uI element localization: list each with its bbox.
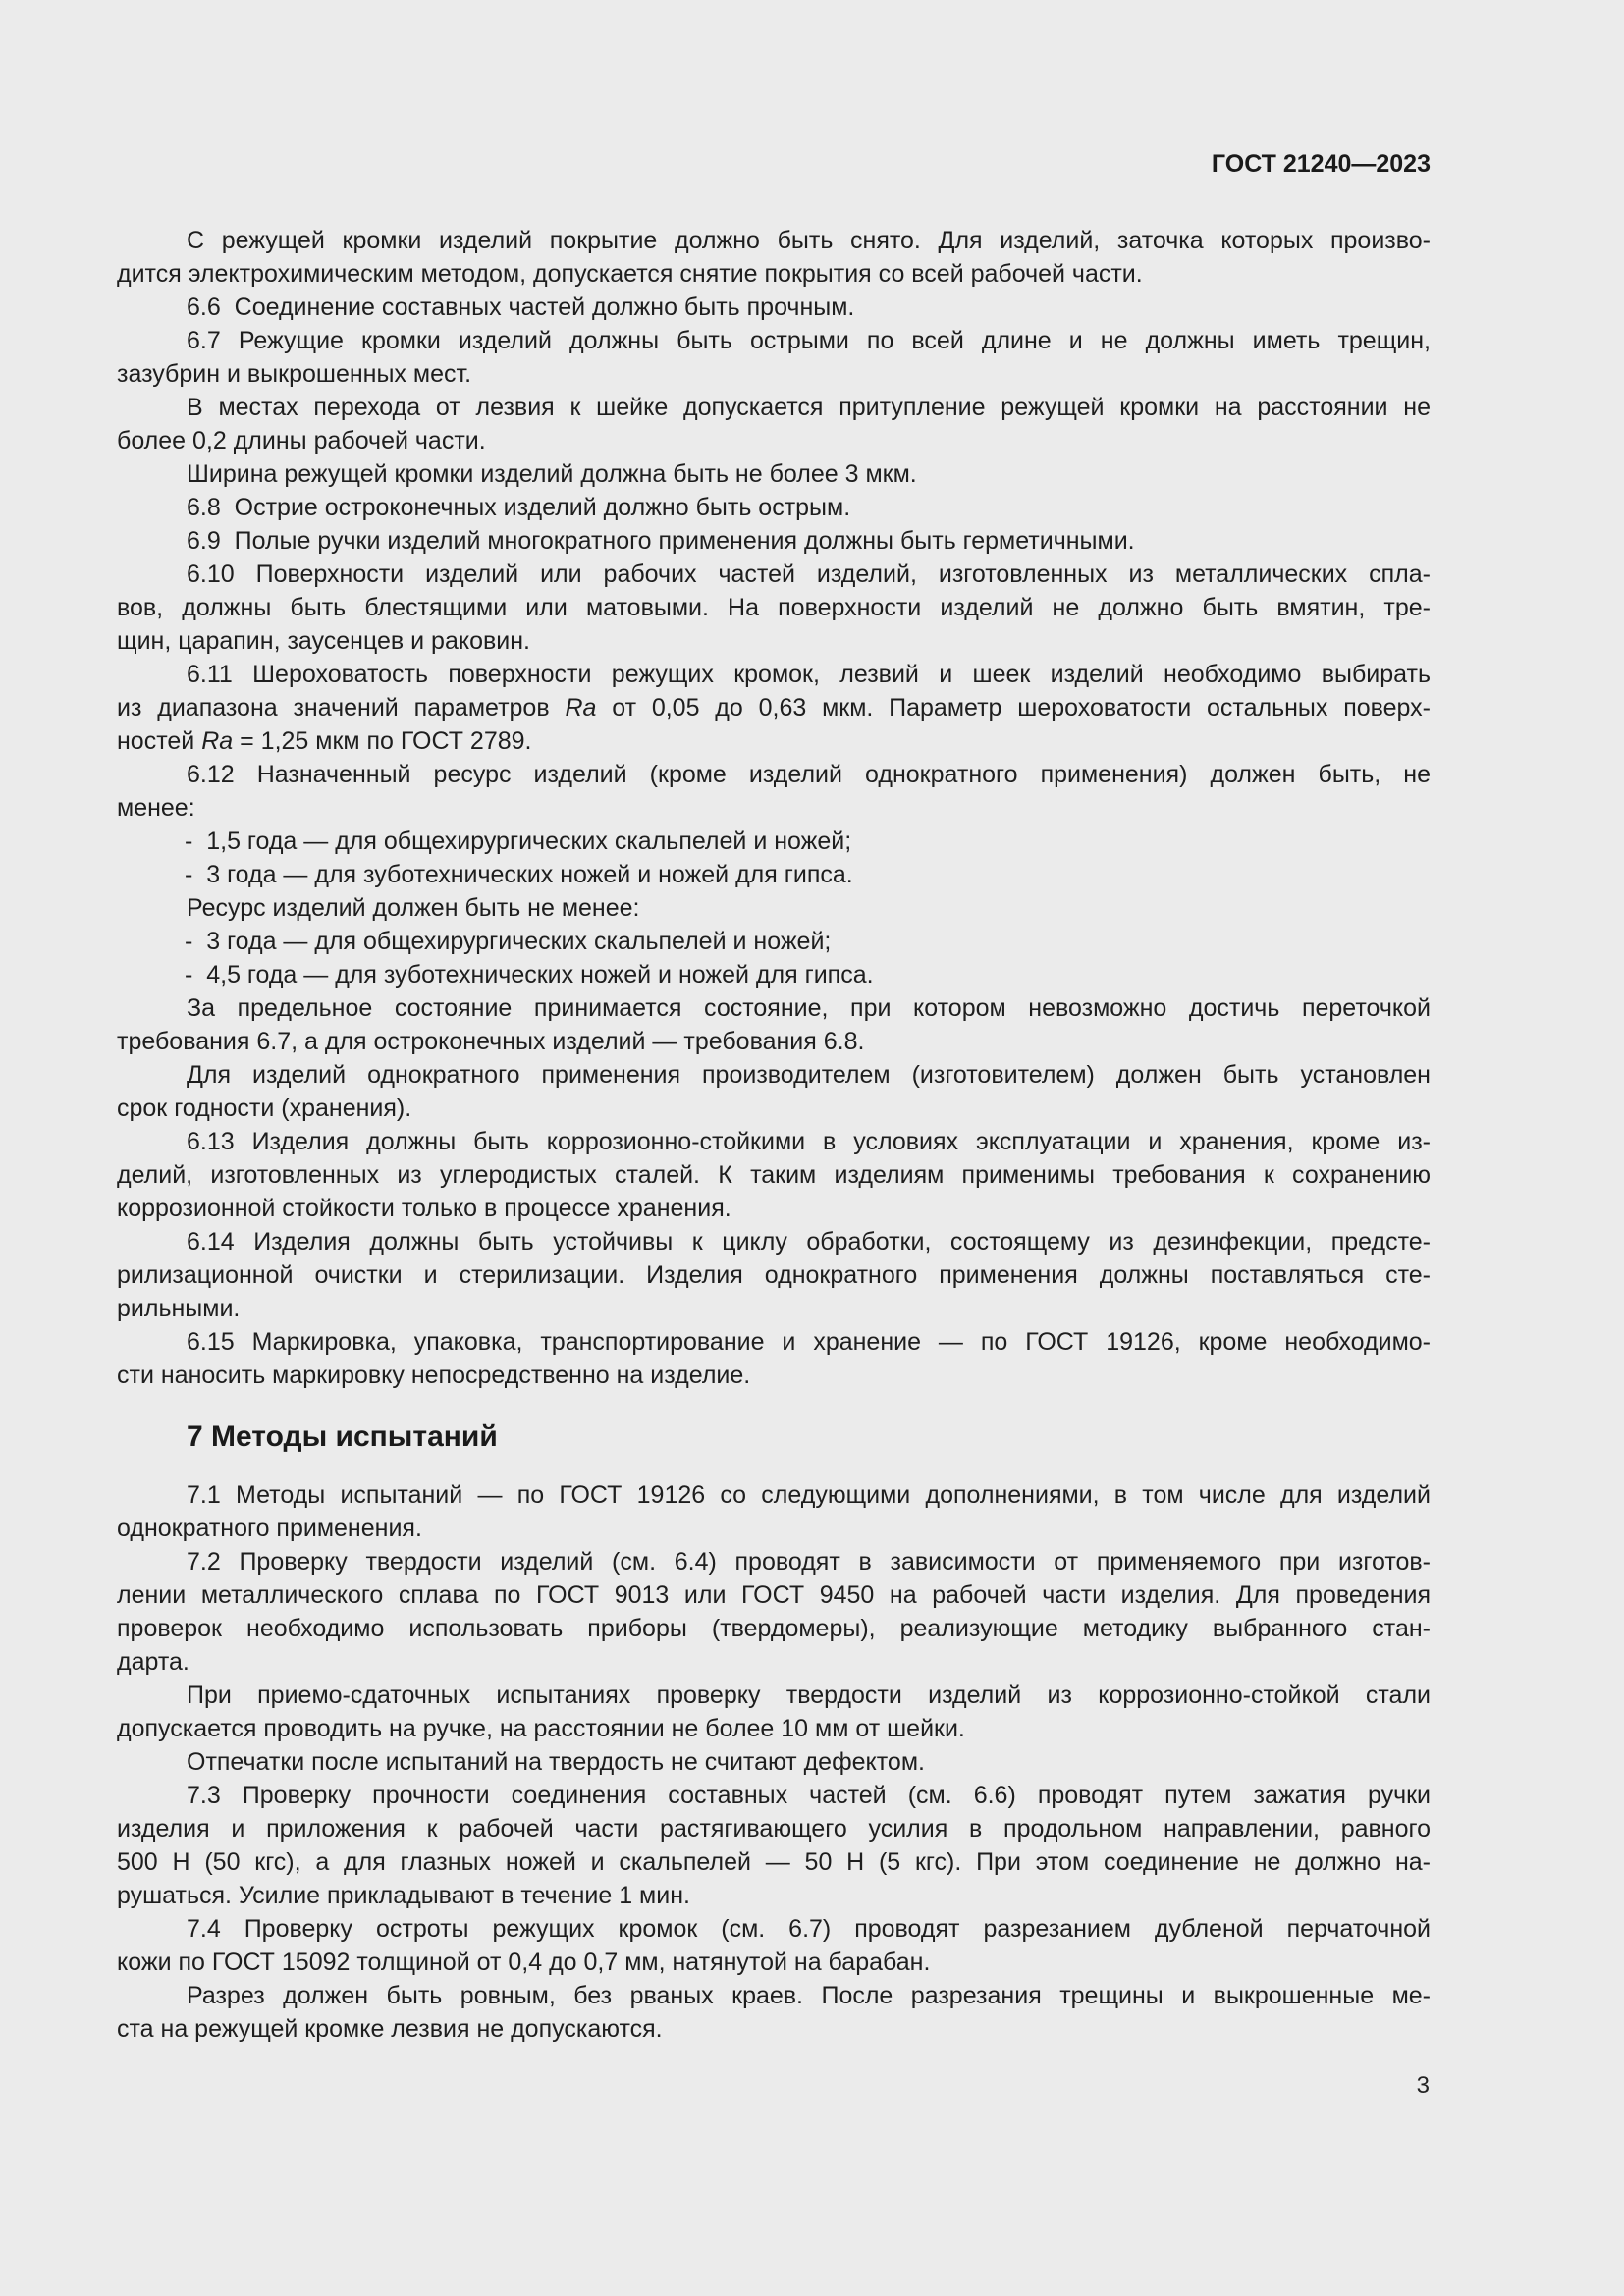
clause-6-8: 6.8 Острие остроконечных изделий должно быть острым.	[187, 494, 851, 521]
clause-7-3: 7.3 Проверку прочности соединения составных частей (см. 6.6) проводят путем зажатия ручки	[187, 1782, 1431, 1809]
text-line: делий, изготовленных из углеродистых сталей. К таким изделиям применимы требования к сохранению	[117, 1161, 1431, 1189]
section-7-heading: 7 Методы испытаний	[187, 1420, 498, 1453]
text-line: изделия и приложения к рабочей части растягивающего усилия в продольном направлении, равного	[117, 1815, 1431, 1842]
text-line: За предельное состояние принимается состояние, при котором невозможно достичь переточкой	[187, 994, 1431, 1022]
text-line: однократного применения.	[117, 1515, 422, 1542]
text-line: вов, должны быть блестящими или матовыми. На поверхности изделий не должно быть вмятин, тре-	[117, 594, 1431, 621]
text-line: зазубрин и выкрошенных мест.	[117, 360, 472, 388]
clause-6-10: 6.10 Поверхности изделий или рабочих частей изделий, изготовленных из металлических спла-	[187, 561, 1431, 588]
text-line: С режущей кромки изделий покрытие должно быть снято. Для изделий, заточка которых произво-	[187, 227, 1431, 254]
text-line: Отпечатки после испытаний на твердость не считают дефектом.	[187, 1748, 925, 1776]
text-line: дарта.	[117, 1648, 189, 1676]
text-line: дится электрохимическим методом, допускается снятие покрытия со всей рабочей части.	[117, 260, 1143, 288]
text-fragment: ностей	[117, 727, 202, 755]
ra-symbol: Ra	[201, 727, 234, 755]
clause-7-1: 7.1 Методы испытаний — по ГОСТ 19126 со следующими дополнениями, в том числе для изделий	[187, 1481, 1431, 1509]
clause-6-12: 6.12 Назначенный ресурс изделий (кроме изделий однократного применения) должен быть, не	[187, 761, 1431, 788]
text-line: В местах перехода от лезвия к шейке допускается притупление режущей кромки на расстоянии не	[187, 394, 1431, 421]
text-line: При приемо-сдаточных испытаниях проверку твердости изделий из коррозионно-стойкой стали	[187, 1682, 1431, 1709]
text-line: Ширина режущей кромки изделий должна быть не более 3 мкм.	[187, 460, 917, 488]
list-item: - 4,5 года — для зуботехнических ножей и ножей для гипса.	[185, 961, 874, 988]
text-line: рушаться. Усилие прикладывают в течение 1 мин.	[117, 1882, 690, 1909]
text-line	[117, 691, 1431, 724]
text-line: 500 Н (50 кгс), а для глазных ножей и скальпелей — 50 Н (5 кгс). При этом соединение не должно на-	[117, 1848, 1431, 1876]
clause-6-14: 6.14 Изделия должны быть устойчивы к циклу обработки, состоящему из дезинфекции, предсте-	[187, 1228, 1431, 1255]
clause-7-2: 7.2 Проверку твердости изделий (см. 6.4) проводят в зависимости от применяемого при изготов-	[187, 1548, 1431, 1575]
text-line: щин, царапин, заусенцев и раковин.	[117, 627, 530, 655]
document-body	[117, 224, 1431, 2046]
list-item: - 3 года — для общехирургических скальпелей и ножей;	[185, 928, 832, 955]
text-line: сти наносить маркировку непосредственно на изделие.	[117, 1362, 751, 1389]
ra-symbol: Ra	[565, 694, 597, 721]
clause-7-4: 7.4 Проверку остроты режущих кромок (см. 6.7) проводят разрезанием дубленой перчаточной	[187, 1915, 1431, 1943]
text-fragment: = 1,25 мкм по ГОСТ 2789.	[233, 727, 532, 755]
text-line: Ресурс изделий должен быть не менее:	[187, 894, 640, 922]
list-item: - 3 года — для зуботехнических ножей и ножей для гипса.	[185, 861, 853, 888]
text-line: допускается проводить на ручке, на расстоянии не более 10 мм от шейки.	[117, 1715, 965, 1742]
clause-6-7: 6.7 Режущие кромки изделий должны быть острыми по всей длине и не должны иметь трещин,	[187, 327, 1431, 354]
page-number: 3	[1416, 2072, 1430, 2099]
text-line: рильными.	[117, 1295, 241, 1322]
clause-6-15: 6.15 Маркировка, упаковка, транспортирование и хранение — по ГОСТ 19126, кроме необходимо-	[187, 1328, 1431, 1356]
clause-6-6: 6.6 Соединение составных частей должно быть прочным.	[187, 294, 855, 321]
text-line: рилизационной очистки и стерилизации. Изделия однократного применения должны поставляться сте-	[117, 1261, 1431, 1289]
text-line: требования 6.7, а для остроконечных изделий — требования 6.8.	[117, 1028, 865, 1055]
text-fragment: из диапазона значений параметров	[117, 694, 566, 721]
text-line: проверок необходимо использовать приборы (твердомеры), реализующие методику выбранного стан-	[117, 1615, 1431, 1642]
list-item: - 1,5 года — для общехирургических скальпелей и ножей;	[185, 828, 852, 855]
text-line: Разрез должен быть ровным, без рваных краев. После разрезания трещины и выкрошенные ме-	[187, 1982, 1431, 2009]
clause-6-11: 6.11 Шероховатость поверхности режущих кромок, лезвий и шеек изделий необходимо выбирать	[187, 661, 1431, 688]
text-line: лении металлического сплава по ГОСТ 9013 или ГОСТ 9450 на рабочей части изделия. Для проведения	[117, 1581, 1431, 1609]
text-line: более 0,2 длины рабочей части.	[117, 427, 486, 454]
text-line: ста на режущей кромке лезвия не допускаются.	[117, 2015, 663, 2043]
standard-header: ГОСТ 21240—2023	[1211, 150, 1431, 178]
text-line: менее:	[117, 794, 195, 822]
text-line: кожи по ГОСТ 15092 толщиной от 0,4 до 0,7 мм, натянутой на барабан.	[117, 1949, 931, 1976]
text-line: Для изделий однократного применения производителем (изготовителем) должен быть установлен	[187, 1061, 1431, 1089]
text-line	[117, 724, 1431, 758]
text-line: коррозионной стойкости только в процессе хранения.	[117, 1195, 731, 1222]
text-line: срок годности (хранения).	[117, 1095, 412, 1122]
clause-6-13: 6.13 Изделия должны быть коррозионно-стойкими в условиях эксплуатации и хранения, кроме из-	[187, 1128, 1431, 1155]
clause-6-9: 6.9 Полые ручки изделий многократного применения должны быть герметичными.	[187, 527, 1135, 555]
text-fragment: от 0,05 до 0,63 мкм. Параметр шероховатости остальных поверх-	[596, 694, 1431, 721]
